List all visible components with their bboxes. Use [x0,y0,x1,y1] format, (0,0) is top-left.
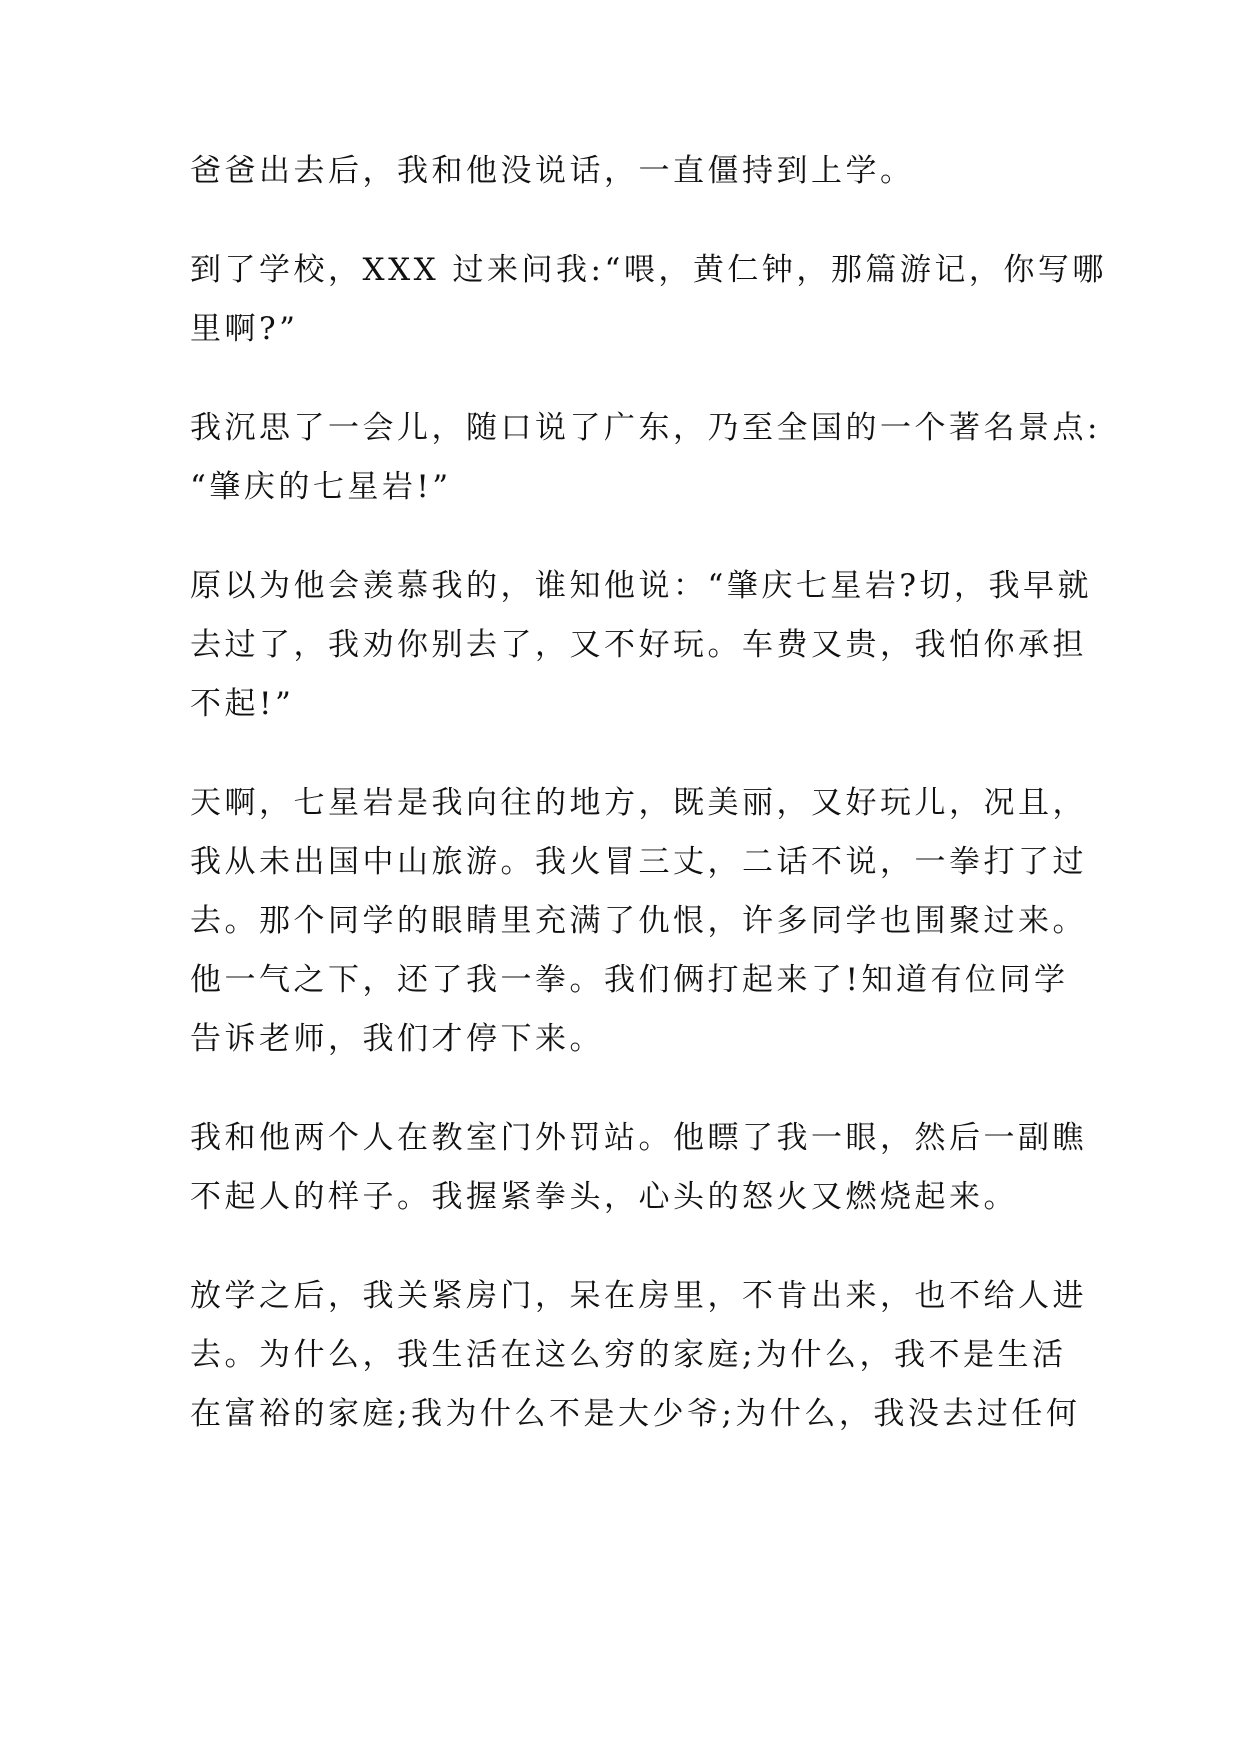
text-line: 原以为他会羡慕我的，谁知他说：“肇庆七星岩?切，我早就 [190,568,1092,604]
text-line: 里啊?” [190,311,299,347]
paragraph-4 [190,565,1092,725]
text-line: 我和他两个人在教室门外罚站。他瞟了我一眼，然后一副瞧 [190,1120,1087,1156]
text-line: “肇庆的七星岩!” [190,469,452,505]
text-line: 不起!” [190,686,295,722]
text-line: 到了学校，XXX 过来问我:“喂，黄仁钟，那篇游记，你写哪 [190,252,1107,288]
document-body [190,150,1107,1492]
text-line: 去过了，我劝你别去了，又不好玩。车费又贵，我怕你承担 [190,627,1087,663]
paragraph-7 [190,1275,1087,1435]
paragraph-2 [190,249,1107,350]
paragraph-5 [190,782,1087,1060]
text-line: 他一气之下，还了我一拳。我们俩打起来了!知道有位同学 [190,962,1069,998]
paragraph-3 [190,407,1101,508]
text-line: 我从未出国中山旅游。我火冒三丈，二话不说，一拳打了过 [190,844,1087,880]
text-line: 放学之后，我关紧房门，呆在房里，不肯出来，也不给人进 [190,1278,1087,1314]
paragraph-1 [190,150,1070,192]
text-line: 在富裕的家庭;我为什么不是大少爷;为什么，我没去过任何 [190,1396,1081,1432]
text-line: 爸爸出去后，我和他没说话，一直僵持到上学。 [190,153,915,189]
text-line: 去。那个同学的眼睛里充满了仇恨，许多同学也围聚过来。 [190,903,1087,939]
text-line: 不起人的样子。我握紧拳头，心头的怒火又燃烧起来。 [190,1179,1018,1215]
text-line: 天啊，七星岩是我向往的地方，既美丽，又好玩儿，况且， [190,785,1087,821]
text-line: 去。为什么，我生活在这么穷的家庭;为什么，我不是生活 [190,1337,1067,1373]
text-line: 告诉老师，我们才停下来。 [190,1021,604,1057]
paragraph-6 [190,1117,1087,1218]
text-line: 我沉思了一会儿，随口说了广东，乃至全国的一个著名景点: [190,410,1101,446]
